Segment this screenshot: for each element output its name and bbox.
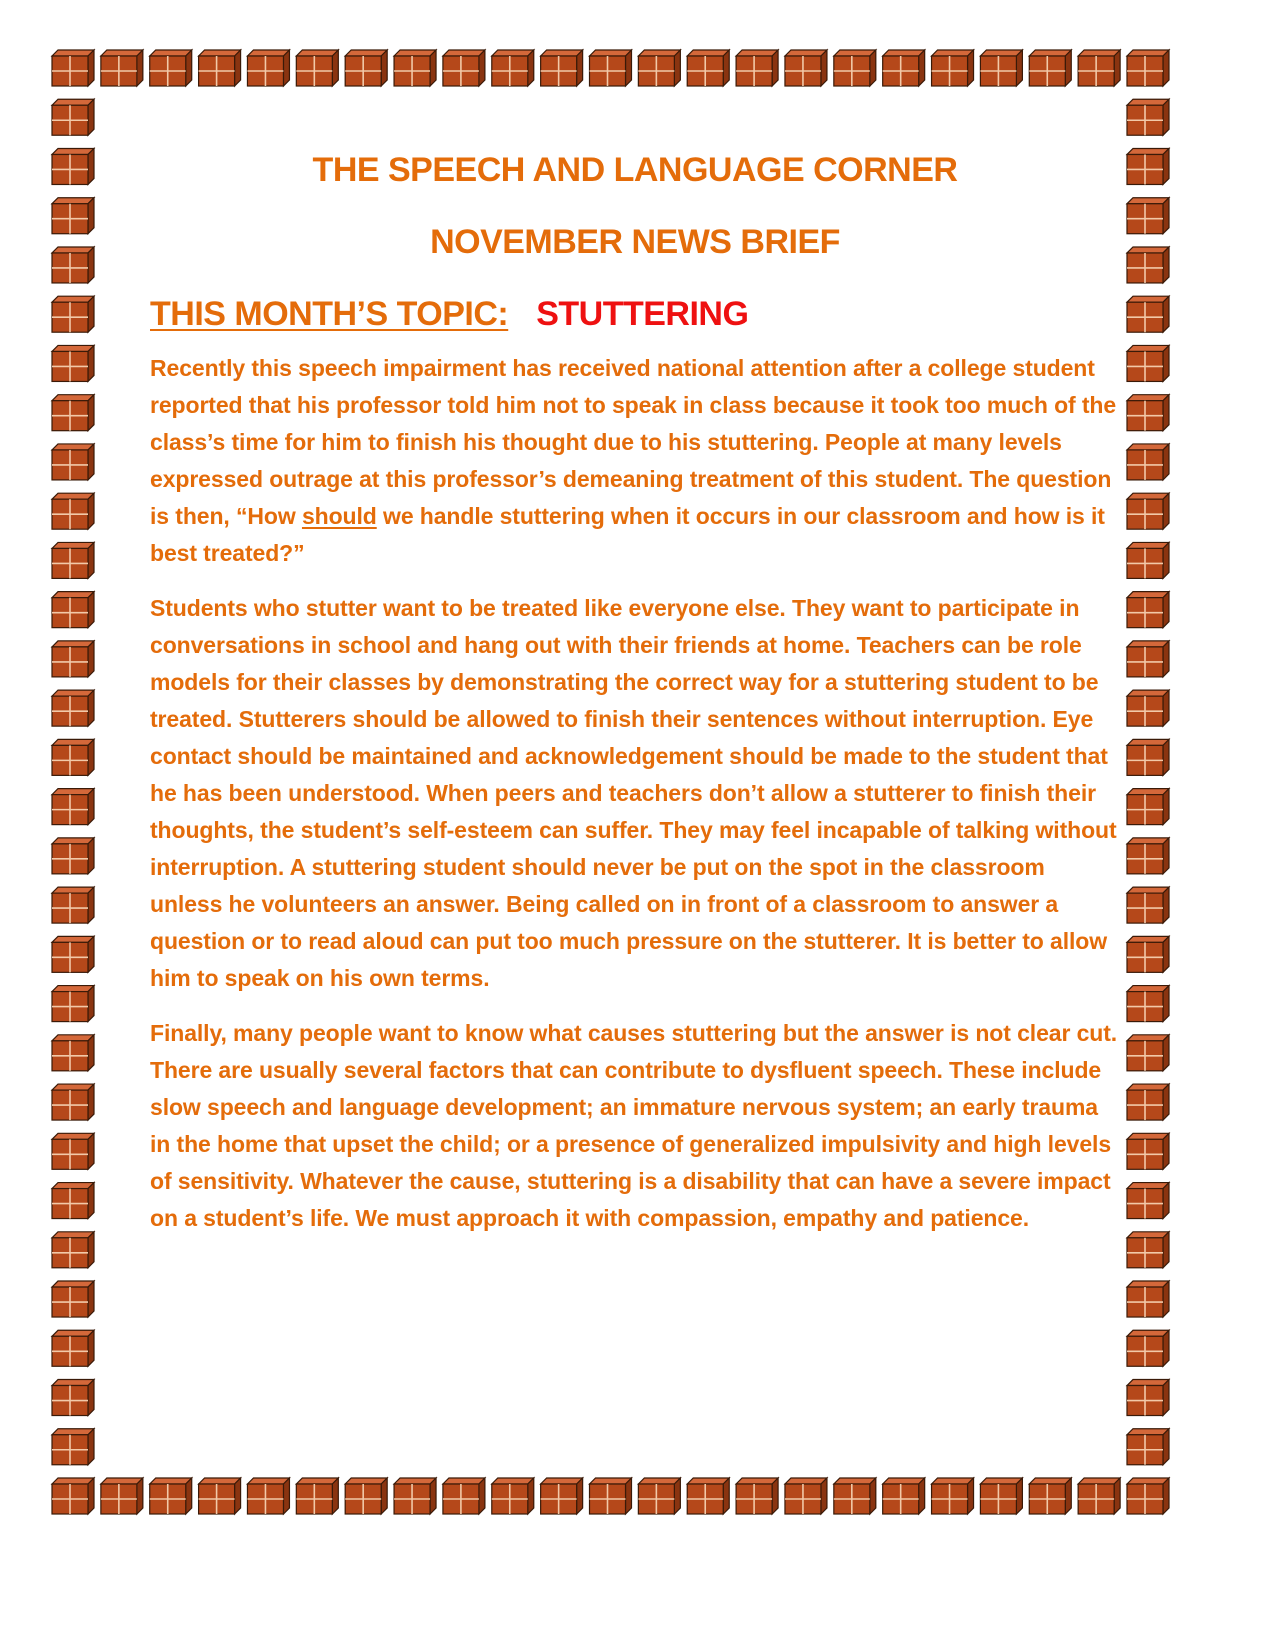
brick-cube-icon — [1127, 1232, 1169, 1268]
brick-cube-icon — [52, 641, 94, 677]
brick-cube-icon — [1127, 690, 1169, 726]
brick-cube-icon — [345, 1478, 387, 1514]
brick-cube-icon — [443, 50, 485, 86]
paragraph-2: Students who stutter want to be treated like everyone else. They want to participate in conversations in school and hang out with their friends at home. Teachers can be role models for their classes by demonstrating the correct way for a stuttering student to be treated. Stutterers should be allowed to finish their sentences without interruption. Eye contact should be maintained and acknowledgement should be made to the student that he has been understood. When peers and teachers don’t allow a stutterer to finish their thoughts, the student’s self-esteem can suffer. They may feel incapable of talking without interruption. A stuttering student should never be put on the spot in the classroom unless he volunteers an answer. Being called on in front of a classroom to answer a question or to read aloud can put too much pressure on the stutterer. It is better to allow him to speak on his own terms. — [150, 595, 1117, 991]
brick-cube-icon — [443, 1478, 485, 1514]
brick-cube-icon — [1127, 838, 1169, 874]
page-subtitle: NOVEMBER NEWS BRIEF — [430, 223, 840, 261]
paragraph-1 — [150, 350, 1120, 572]
brick-cube-icon — [1127, 493, 1169, 529]
paragraph-1-text-a: Recently this speech impairment has received national attention after a college student reported that his professor told him not to speak in class because it took too much of the class’s time for him to finish his thought due to his stuttering. People at many levels expressed outrage at this professor’s demeaning treatment of this student. The question is then, “How — [150, 355, 1117, 529]
brick-cube-icon — [52, 345, 94, 381]
brick-cube-icon — [736, 50, 778, 86]
brick-cube-icon — [247, 1478, 289, 1514]
topic-value: STUTTERING — [536, 295, 749, 333]
brick-cube-icon — [394, 1478, 436, 1514]
brick-cube-icon — [52, 986, 94, 1022]
brick-cube-icon — [52, 592, 94, 628]
brick-cube-icon — [52, 296, 94, 332]
brick-cube-icon — [52, 789, 94, 825]
brick-cube-icon — [1127, 1133, 1169, 1169]
brick-cube-icon — [345, 50, 387, 86]
brick-cube-icon — [52, 247, 94, 283]
paragraph-1-emphasis: should — [301, 503, 377, 529]
brick-cube-icon — [980, 1478, 1022, 1514]
brick-cube-icon — [199, 1478, 241, 1514]
brick-cube-icon — [1127, 444, 1169, 480]
paragraph-3: Finally, many people want to know what causes stuttering but the answer is not clear cut. There are usually several factors that can contribute to dysfluent speech. These include slow speech and language development; an immature nervous system; an early trauma in the home that upset the child; or a presence of generalized impulsivity and high levels of sensitivity. Whatever the cause, stuttering is a disability that can have a severe impact on a student’s life. We must approach it with compassion, empathy and patience. — [150, 1020, 1118, 1231]
brick-cube-icon — [1029, 50, 1071, 86]
brick-cube-icon — [296, 1478, 338, 1514]
brick-cube-icon — [687, 50, 729, 86]
brick-cube-icon — [1127, 641, 1169, 677]
brick-cube-icon — [1127, 592, 1169, 628]
topic-heading — [150, 292, 1120, 336]
brick-cube-icon — [785, 1478, 827, 1514]
brick-cube-icon — [1127, 247, 1169, 283]
brick-cube-icon — [1127, 1035, 1169, 1071]
brick-cube-icon — [1127, 739, 1169, 775]
brick-cube-icon — [492, 1478, 534, 1514]
brick-cube-icon — [52, 542, 94, 578]
brick-cube-icon — [52, 1133, 94, 1169]
page-title: THE SPEECH AND LANGUAGE CORNER — [312, 151, 958, 189]
brick-cube-icon — [1127, 50, 1169, 86]
brick-cube-icon — [1127, 887, 1169, 923]
brick-cube-icon — [199, 50, 241, 86]
brick-cube-icon — [52, 493, 94, 529]
brick-cube-icon — [1127, 1183, 1169, 1219]
brick-cube-icon — [492, 50, 534, 86]
brick-cube-icon — [932, 50, 974, 86]
brick-cube-icon — [1127, 296, 1169, 332]
brick-cube-icon — [883, 50, 925, 86]
brick-cube-icon — [52, 838, 94, 874]
brick-cube-icon — [1029, 1478, 1071, 1514]
brick-cube-icon — [1127, 1330, 1169, 1366]
brick-cube-icon — [541, 50, 583, 86]
brick-cube-icon — [1127, 1084, 1169, 1120]
brick-cube-icon — [52, 887, 94, 923]
brick-cube-icon — [52, 936, 94, 972]
paragraph-1-text-b: we handle stuttering when it occurs in our classroom and how is it best treated?” — [150, 503, 1105, 566]
brick-cube-icon — [52, 99, 94, 135]
brick-cube-icon — [52, 395, 94, 431]
brick-cube-icon — [52, 1183, 94, 1219]
brick-cube-icon — [1078, 1478, 1120, 1514]
brick-cube-icon — [52, 1330, 94, 1366]
brick-cube-icon — [1127, 345, 1169, 381]
brick-cube-icon — [1127, 198, 1169, 234]
brick-cube-icon — [52, 444, 94, 480]
topic-label: THIS MONTH’S TOPIC: — [150, 295, 509, 333]
brick-cube-icon — [296, 50, 338, 86]
brick-cube-icon — [932, 1478, 974, 1514]
brick-cube-icon — [150, 1478, 192, 1514]
brick-cube-icon — [687, 1478, 729, 1514]
brick-cube-icon — [638, 50, 680, 86]
brick-cube-icon — [638, 1478, 680, 1514]
brick-cube-icon — [541, 1478, 583, 1514]
newsletter-content — [150, 150, 1120, 1237]
brick-cube-icon — [101, 1478, 143, 1514]
brick-cube-icon — [1127, 1380, 1169, 1416]
brick-cube-icon — [736, 1478, 778, 1514]
brick-cube-icon — [247, 50, 289, 86]
brick-cube-icon — [52, 739, 94, 775]
brick-cube-icon — [1078, 50, 1120, 86]
brick-cube-icon — [394, 50, 436, 86]
brick-cube-icon — [52, 1084, 94, 1120]
brick-cube-icon — [52, 1380, 94, 1416]
brick-cube-icon — [52, 198, 94, 234]
brick-cube-icon — [1127, 1429, 1169, 1465]
brick-cube-icon — [1127, 1478, 1169, 1514]
brick-cube-icon — [52, 1281, 94, 1317]
brick-cube-icon — [52, 1232, 94, 1268]
brick-cube-icon — [1127, 936, 1169, 972]
brick-cube-icon — [1127, 99, 1169, 135]
brick-cube-icon — [1127, 789, 1169, 825]
brick-cube-icon — [590, 50, 632, 86]
brick-cube-icon — [101, 50, 143, 86]
brick-cube-icon — [52, 1478, 94, 1514]
brick-cube-icon — [883, 1478, 925, 1514]
brick-cube-icon — [52, 1035, 94, 1071]
brick-cube-icon — [52, 50, 94, 86]
brick-cube-icon — [1127, 1281, 1169, 1317]
brick-cube-icon — [590, 1478, 632, 1514]
brick-cube-icon — [52, 148, 94, 184]
brick-cube-icon — [1127, 986, 1169, 1022]
brick-cube-icon — [52, 690, 94, 726]
brick-cube-icon — [785, 50, 827, 86]
brick-cube-icon — [1127, 395, 1169, 431]
brick-cube-icon — [1127, 542, 1169, 578]
brick-cube-icon — [52, 1429, 94, 1465]
brick-cube-icon — [980, 50, 1022, 86]
brick-cube-icon — [1127, 148, 1169, 184]
brick-cube-icon — [150, 50, 192, 86]
brick-cube-icon — [834, 1478, 876, 1514]
brick-cube-icon — [834, 50, 876, 86]
